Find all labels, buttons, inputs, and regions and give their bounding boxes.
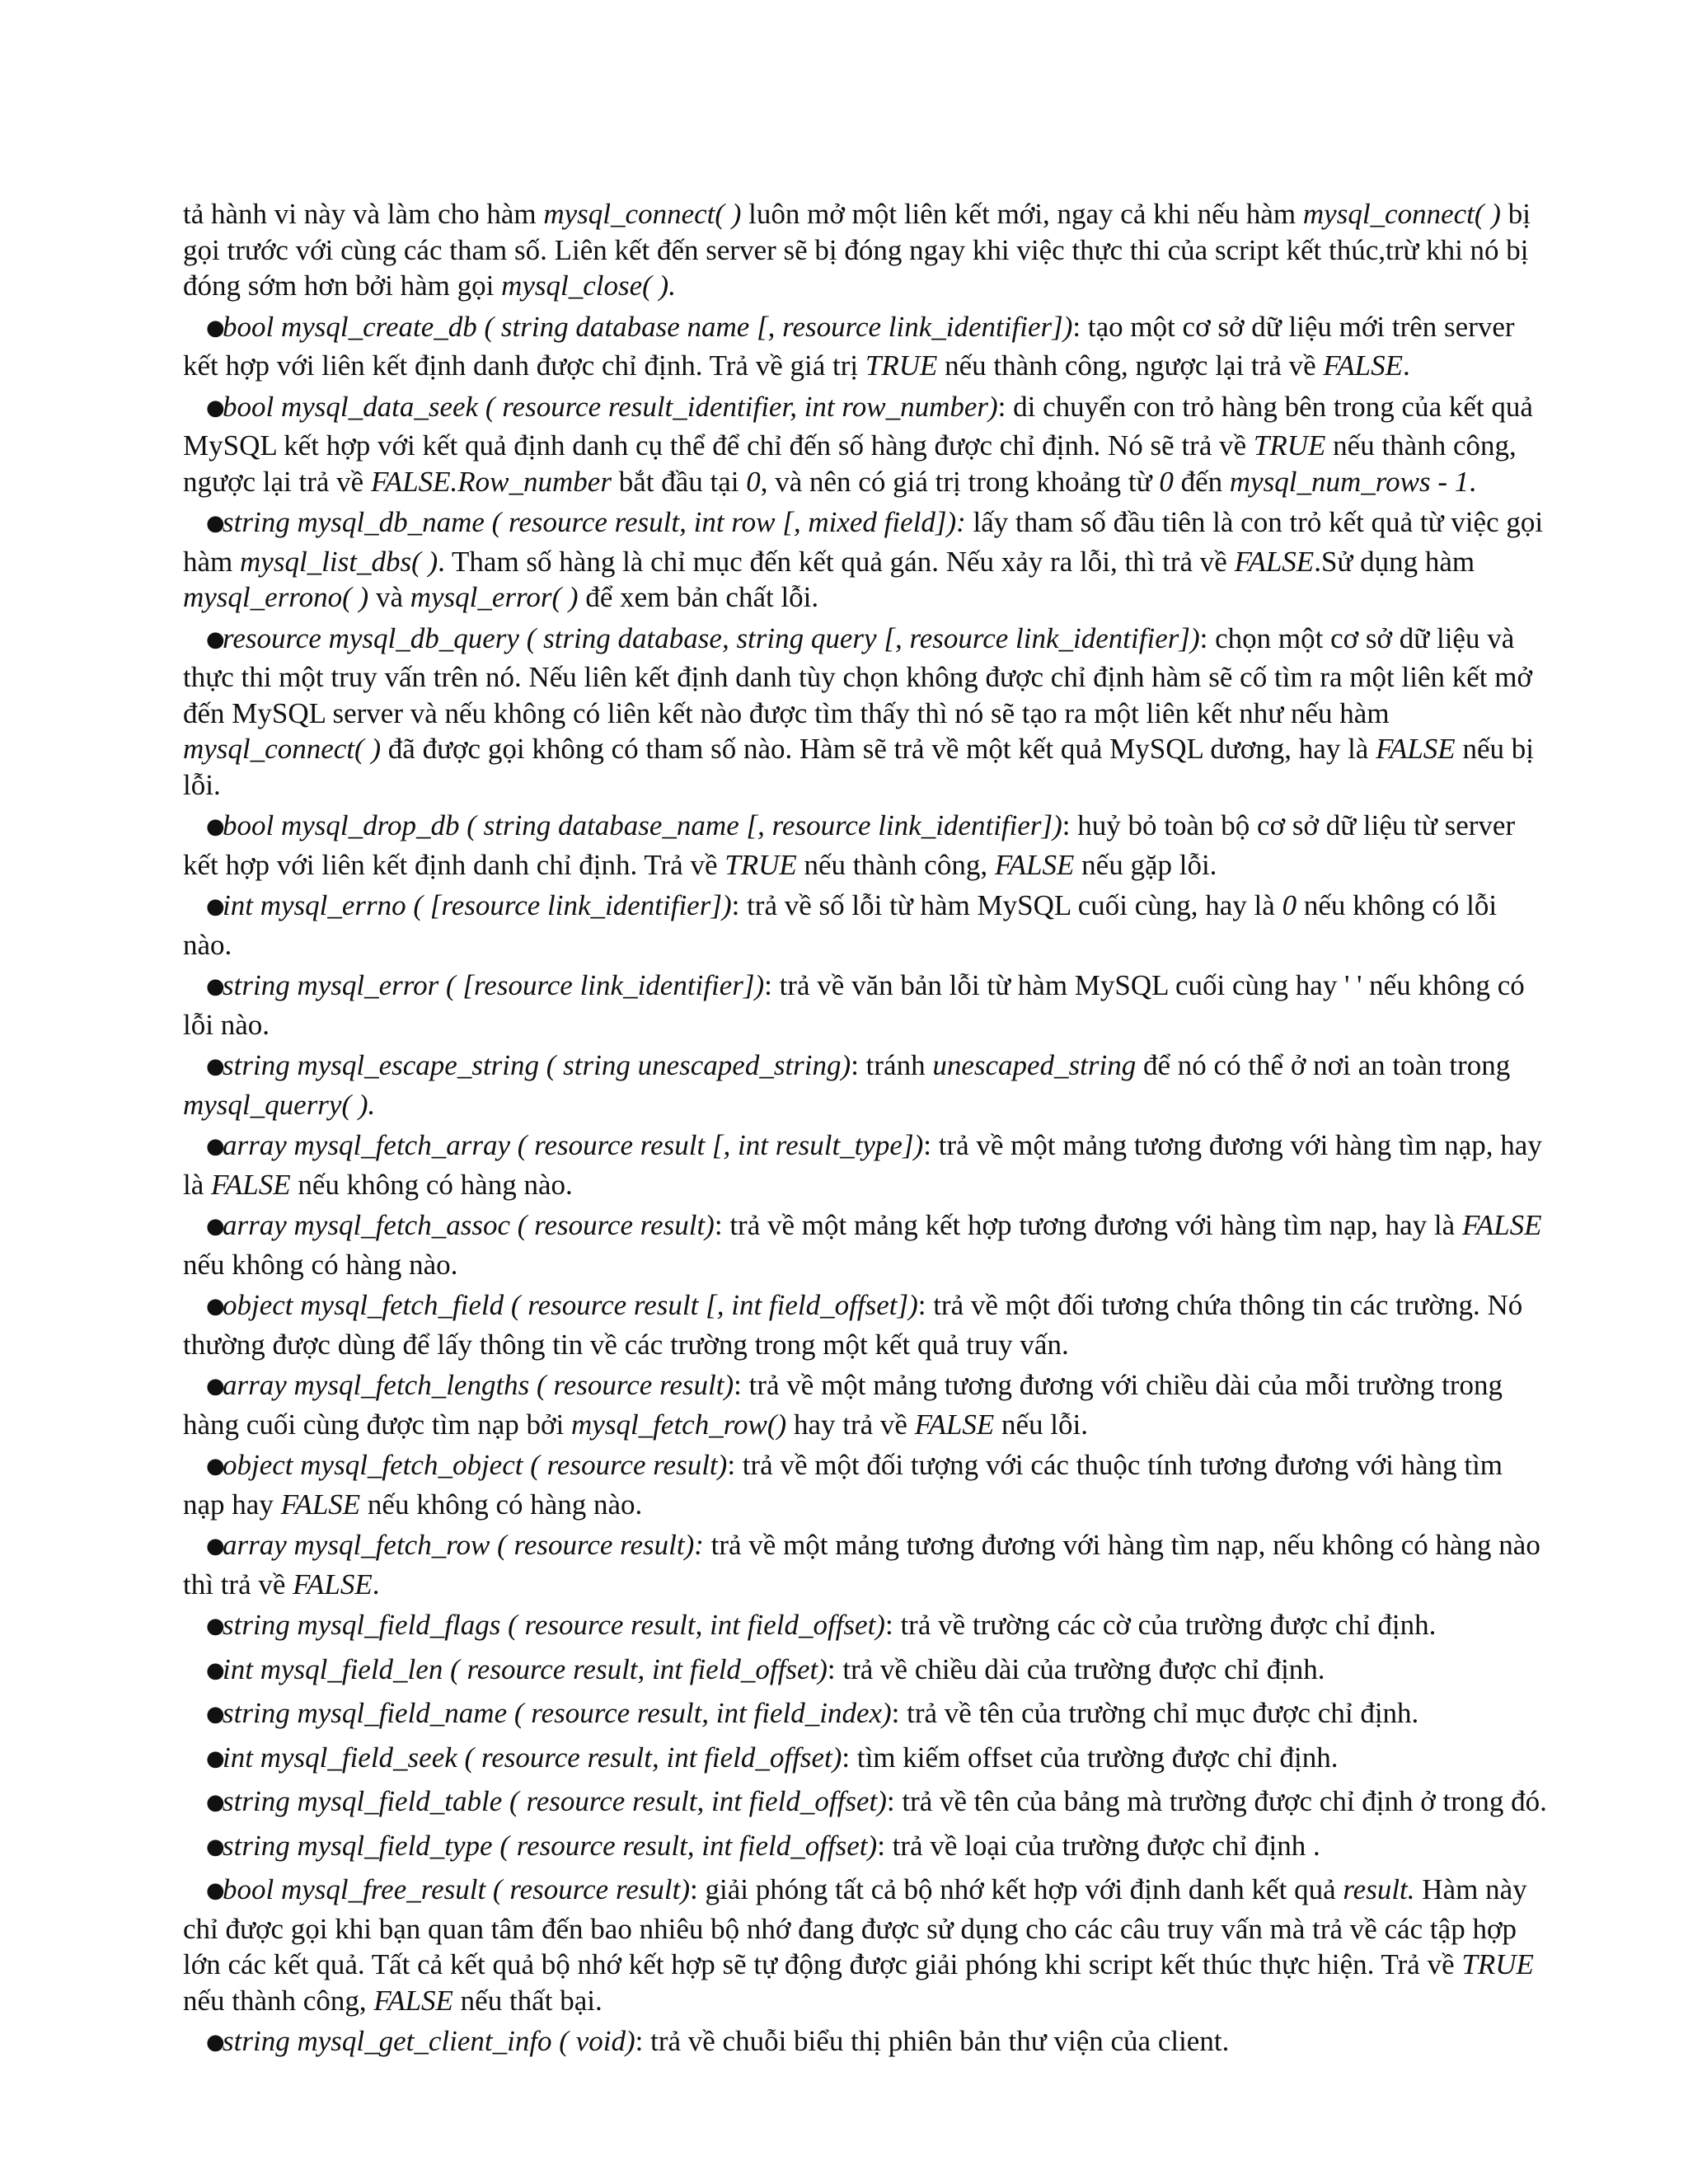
bullet-paragraph bbox=[183, 389, 1551, 500]
body-text: nếu không có hàng nào. bbox=[183, 1248, 458, 1281]
bullet-paragraph bbox=[183, 1652, 1551, 1691]
body-text: nếu không có hàng nào. bbox=[360, 1488, 643, 1521]
body-text: lấy tham số đầu tiên là con trỏ kết quả từ việc gọi hàm bbox=[183, 506, 1544, 578]
body-text: : tạo một cơ sở dữ liệu mới trên server kết hợp với liên kết định danh được chỉ định. Trả về giá trị bbox=[183, 310, 1515, 382]
body-text: : trả về một mảng tương đương với chiều dài của mỗi trường trong hàng cuối cùng được tìm nạp bởi bbox=[183, 1369, 1503, 1441]
code-text: unescaped_string bbox=[932, 1049, 1137, 1081]
body-text: : trả về một đối tượng với các thuộc tính tương đương với hàng tìm nạp hay bbox=[183, 1449, 1503, 1521]
body-text: : trả về tên của trường chỉ mục được chỉ định. bbox=[891, 1697, 1419, 1729]
bullet-icon: ● bbox=[206, 1614, 225, 1638]
body-text: : trả về một mảng kết hợp tương đương với hàng tìm nạp, hay là bbox=[714, 1209, 1462, 1241]
bullet-paragraph bbox=[183, 1047, 1551, 1122]
code-text: TRUE bbox=[865, 349, 938, 382]
body-text: . bbox=[372, 1568, 380, 1601]
code-text: int mysql_field_seek ( resource result, int field_offset) bbox=[223, 1741, 842, 1774]
body-text: đã được gọi không có tham số nào. Hàm sẽ trả về một kết quả MySQL dương, hay là bbox=[381, 733, 1376, 765]
bullet-paragraph bbox=[183, 2023, 1551, 2063]
bullet-icon: ● bbox=[206, 1214, 225, 1239]
body-text: : huỷ bỏ toàn bộ cơ sở dữ liệu từ server kết hợp với liên kết định danh chỉ định. Trả về bbox=[183, 809, 1516, 881]
bullet-icon: ● bbox=[206, 814, 225, 839]
code-text: object mysql_fetch_object ( resource result) bbox=[223, 1449, 728, 1481]
body-text: : trả về trường các cờ của trường được chỉ định. bbox=[884, 1609, 1437, 1641]
code-text: resource mysql_db_query ( string database, string query [, resource link_identifier]) bbox=[223, 621, 1200, 654]
bullet-paragraph bbox=[183, 309, 1551, 384]
code-text: FALSE bbox=[373, 1984, 453, 2017]
bullet-paragraph bbox=[183, 1207, 1551, 1282]
bullet-paragraph bbox=[183, 621, 1551, 804]
code-text: string mysql_error ( [resource link_identifier]) bbox=[223, 969, 765, 1001]
code-text: mysql_fetch_row() bbox=[571, 1408, 787, 1441]
body-text: và bbox=[368, 581, 410, 613]
code-text: array mysql_fetch_lengths ( resource result) bbox=[223, 1369, 734, 1401]
code-text: FALSE bbox=[1234, 545, 1315, 578]
bullet-icon: ● bbox=[206, 1657, 225, 1683]
code-text: 0 bbox=[746, 465, 761, 498]
code-text: FALSE bbox=[994, 848, 1075, 881]
code-text: mysql_connect( ) bbox=[183, 733, 382, 765]
bullet-icon: ● bbox=[206, 626, 225, 652]
bullet-paragraph bbox=[183, 808, 1551, 883]
bullet-icon: ● bbox=[206, 315, 225, 340]
code-text: string mysql_field_name ( resource result, int field_index) bbox=[223, 1697, 892, 1729]
body-text: nếu thành công, ngược lại trả về bbox=[183, 429, 1517, 498]
document-page bbox=[183, 196, 1551, 2068]
code-text: mysql_close( ). bbox=[501, 269, 676, 302]
bullet-paragraph bbox=[183, 1367, 1551, 1442]
code-text: result. bbox=[1343, 1873, 1415, 1905]
bullet-paragraph bbox=[183, 1872, 1551, 2018]
body-text: trả về một mảng tương đương với hàng tìm nạp, nếu không có hàng nào thì trả về bbox=[183, 1529, 1540, 1601]
bullet-icon: ● bbox=[206, 1702, 225, 1727]
bullet-icon: ● bbox=[206, 894, 225, 919]
bullet-icon: ● bbox=[206, 974, 225, 999]
bullet-paragraph bbox=[183, 1447, 1551, 1522]
bullet-paragraph bbox=[183, 1127, 1551, 1202]
paragraph bbox=[183, 196, 1551, 304]
body-text: nếu gặp lỗi. bbox=[1074, 848, 1217, 881]
bullet-paragraph bbox=[183, 888, 1551, 963]
code-text: mysql_error( ) bbox=[410, 581, 579, 613]
body-text: Hàm này chỉ được gọi khi bạn quan tâm đến bao nhiêu bộ nhớ đang được sử dụng cho các câu truy vấn mà trả về các tập hợp lớn các kết quả. Tất cả kết quả bộ nhớ kết hợp sẽ tự động được giải phóng khi script kết thúc thực hiện. Trả về bbox=[183, 1873, 1527, 1980]
code-text: FALSE bbox=[211, 1168, 291, 1201]
body-text: hay trả về bbox=[786, 1408, 915, 1441]
code-text: FALSE bbox=[280, 1488, 361, 1521]
body-text: : giải phóng tất cả bộ nhớ kết hợp với định danh kết quả bbox=[690, 1873, 1343, 1905]
body-text: đến bbox=[1173, 465, 1230, 498]
code-text: bool mysql_data_seek ( resource result_identifier, int row_number) bbox=[223, 390, 998, 423]
code-text: mysql_connect( ) bbox=[543, 198, 742, 230]
body-text: nếu lỗi. bbox=[994, 1408, 1088, 1441]
code-text: FALSE bbox=[914, 1408, 995, 1441]
bullet-icon: ● bbox=[206, 395, 225, 420]
code-text: int mysql_field_len ( resource result, int field_offset) bbox=[223, 1652, 828, 1685]
code-text: string mysql_escape_string ( string unescaped_string) bbox=[223, 1049, 851, 1081]
code-text: TRUE bbox=[1461, 1948, 1534, 1980]
code-text: mysql_querry( ). bbox=[183, 1088, 376, 1121]
body-text: nếu không có hàng nào. bbox=[290, 1168, 573, 1201]
code-text: object mysql_fetch_field ( resource result [, int field_offset]) bbox=[223, 1289, 918, 1321]
bullet-paragraph bbox=[183, 1287, 1551, 1362]
code-text: string mysql_field_flags ( resource result, int field_offset) bbox=[223, 1609, 885, 1641]
bullet-paragraph bbox=[183, 1607, 1551, 1647]
bullet-icon: ● bbox=[206, 2030, 225, 2055]
bullet-icon: ● bbox=[206, 1374, 225, 1399]
body-text: . bbox=[1469, 465, 1476, 498]
bullet-icon: ● bbox=[206, 1790, 225, 1815]
body-text: : trả về chiều dài của trường được chỉ định. bbox=[827, 1652, 1325, 1685]
body-text: : tìm kiếm offset của trường được chỉ định. bbox=[842, 1741, 1339, 1774]
bullet-paragraph bbox=[183, 1828, 1551, 1868]
bullet-icon: ● bbox=[206, 1454, 225, 1479]
body-text: : trả về chuỗi biểu thị phiên bản thư viện của client. bbox=[635, 2025, 1230, 2057]
body-text: : trả về một đối tương chứa thông tin các trường. Nó thường được dùng để lấy thông tin về các trường trong một kết quả truy vấn. bbox=[183, 1289, 1523, 1361]
code-text: FALSE bbox=[293, 1568, 373, 1601]
body-text: : trả về số lỗi từ hàm MySQL cuối cùng, hay là bbox=[731, 889, 1282, 921]
code-text: string mysql_get_client_info ( void) bbox=[223, 2025, 635, 2057]
code-text: FALSE.Row_number bbox=[370, 465, 612, 498]
bullet-icon: ● bbox=[206, 1878, 225, 1903]
bullet-paragraph bbox=[183, 1783, 1551, 1823]
body-text: luôn mở một liên kết mới, ngay cả khi nếu hàm bbox=[741, 198, 1303, 230]
bullet-paragraph bbox=[183, 1740, 1551, 1779]
body-text: bị gọi trước với cùng các tham số. Liên kết đến server sẽ bị đóng ngay khi việc thực thi của script kết thúc,trừ khi nó bị đóng sớm hơn bởi hàm gọi bbox=[183, 198, 1531, 302]
bullet-icon: ● bbox=[206, 1294, 225, 1319]
body-text: . Tham số hàng là chỉ mục đến kết quả gán. Nếu xảy ra lỗi, thì trả về bbox=[438, 545, 1235, 578]
body-text: : di chuyển con trỏ hàng bên trong của kết quả MySQL kết hợp với kết quả định danh cụ thể để chỉ đến số hàng được chỉ định. Nó sẽ trả về bbox=[183, 390, 1533, 462]
bullet-icon: ● bbox=[206, 1054, 225, 1079]
code-text: string mysql_db_name ( resource result, int row [, mixed field]): bbox=[223, 506, 966, 538]
code-text: mysql_list_dbs( ) bbox=[240, 545, 438, 578]
bullet-paragraph bbox=[183, 1695, 1551, 1735]
code-text: mysql_num_rows - 1 bbox=[1229, 465, 1470, 498]
code-text: TRUE bbox=[1253, 429, 1326, 462]
body-text: nếu không có lỗi nào. bbox=[183, 889, 1498, 961]
code-text: array mysql_fetch_array ( resource result [, int result_type]) bbox=[223, 1129, 924, 1161]
body-text: bắt đầu tại bbox=[611, 465, 747, 498]
body-text: nếu thất bại. bbox=[452, 1984, 603, 2017]
code-text: string mysql_field_table ( resource result, int field_offset) bbox=[223, 1785, 887, 1817]
code-text: array mysql_fetch_row ( resource result): bbox=[223, 1529, 704, 1561]
code-text: array mysql_fetch_assoc ( resource result) bbox=[223, 1209, 715, 1241]
body-text: : trả về loại của trường được chỉ định . bbox=[877, 1829, 1320, 1862]
body-text: nếu thành công, ngược lại trả về bbox=[937, 349, 1324, 382]
bullet-icon: ● bbox=[206, 1746, 225, 1771]
bullet-icon: ● bbox=[206, 1534, 225, 1558]
code-text: bool mysql_free_result ( resource result) bbox=[223, 1873, 691, 1905]
body-text: nếu bị lỗi. bbox=[183, 733, 1534, 801]
body-text: nếu thành công, bbox=[183, 1984, 374, 2017]
code-text: bool mysql_drop_db ( string database_name [, resource link_identifier]) bbox=[223, 809, 1062, 841]
code-text: 0 bbox=[1282, 889, 1297, 921]
bullet-icon: ● bbox=[206, 1134, 225, 1159]
bullet-icon: ● bbox=[206, 511, 225, 536]
bullet-icon: ● bbox=[206, 1834, 225, 1859]
body-text: : trả về văn bản lỗi từ hàm MySQL cuối cùng hay ' ' nếu không có lỗi nào. bbox=[183, 969, 1525, 1041]
code-text: FALSE bbox=[1376, 733, 1456, 765]
body-text: : tránh bbox=[851, 1049, 933, 1081]
body-text: , và nên có giá trị trong khoảng từ bbox=[760, 465, 1160, 498]
code-text: FALSE bbox=[1323, 349, 1403, 382]
code-text: string mysql_field_type ( resource result, int field_offset) bbox=[223, 1829, 878, 1862]
code-text: bool mysql_create_db ( string database name [, resource link_identifier]) bbox=[223, 310, 1073, 343]
code-text: FALSE bbox=[1461, 1209, 1542, 1241]
body-text: nếu thành công, bbox=[796, 848, 995, 881]
body-text: .Sử dụng hàm bbox=[1314, 545, 1475, 578]
bullet-paragraph bbox=[183, 504, 1551, 616]
body-text: : trả về tên của bảng mà trường được chỉ định ở trong đó. bbox=[886, 1785, 1547, 1817]
code-text: TRUE bbox=[724, 848, 797, 881]
bullet-paragraph bbox=[183, 1527, 1551, 1602]
code-text: mysql_errono( ) bbox=[183, 581, 369, 613]
body-text: để xem bản chất lỗi. bbox=[578, 581, 819, 613]
body-text: tả hành vi này và làm cho hàm bbox=[183, 198, 544, 230]
code-text: 0 bbox=[1159, 465, 1174, 498]
body-text: : trả về một mảng tương đương với hàng tìm nạp, hay là bbox=[183, 1129, 1542, 1201]
body-text: để nó có thể ở nơi an toàn trong bbox=[1136, 1049, 1511, 1081]
code-text: int mysql_errno ( [resource link_identifier]) bbox=[223, 889, 732, 921]
bullet-paragraph bbox=[183, 968, 1551, 1043]
body-text: : chọn một cơ sở dữ liệu và thực thi một truy vấn trên nó. Nếu liên kết định danh tùy chọn không được chỉ định hàm sẽ cố tìm ra một liên kết mở đến MySQL server và nếu không có liên kết nào được tìm thấy thì nó sẽ tạo ra một liên kết như nếu hàm bbox=[183, 621, 1533, 729]
code-text: mysql_connect( ) bbox=[1302, 198, 1501, 230]
body-text: . bbox=[1402, 349, 1410, 382]
